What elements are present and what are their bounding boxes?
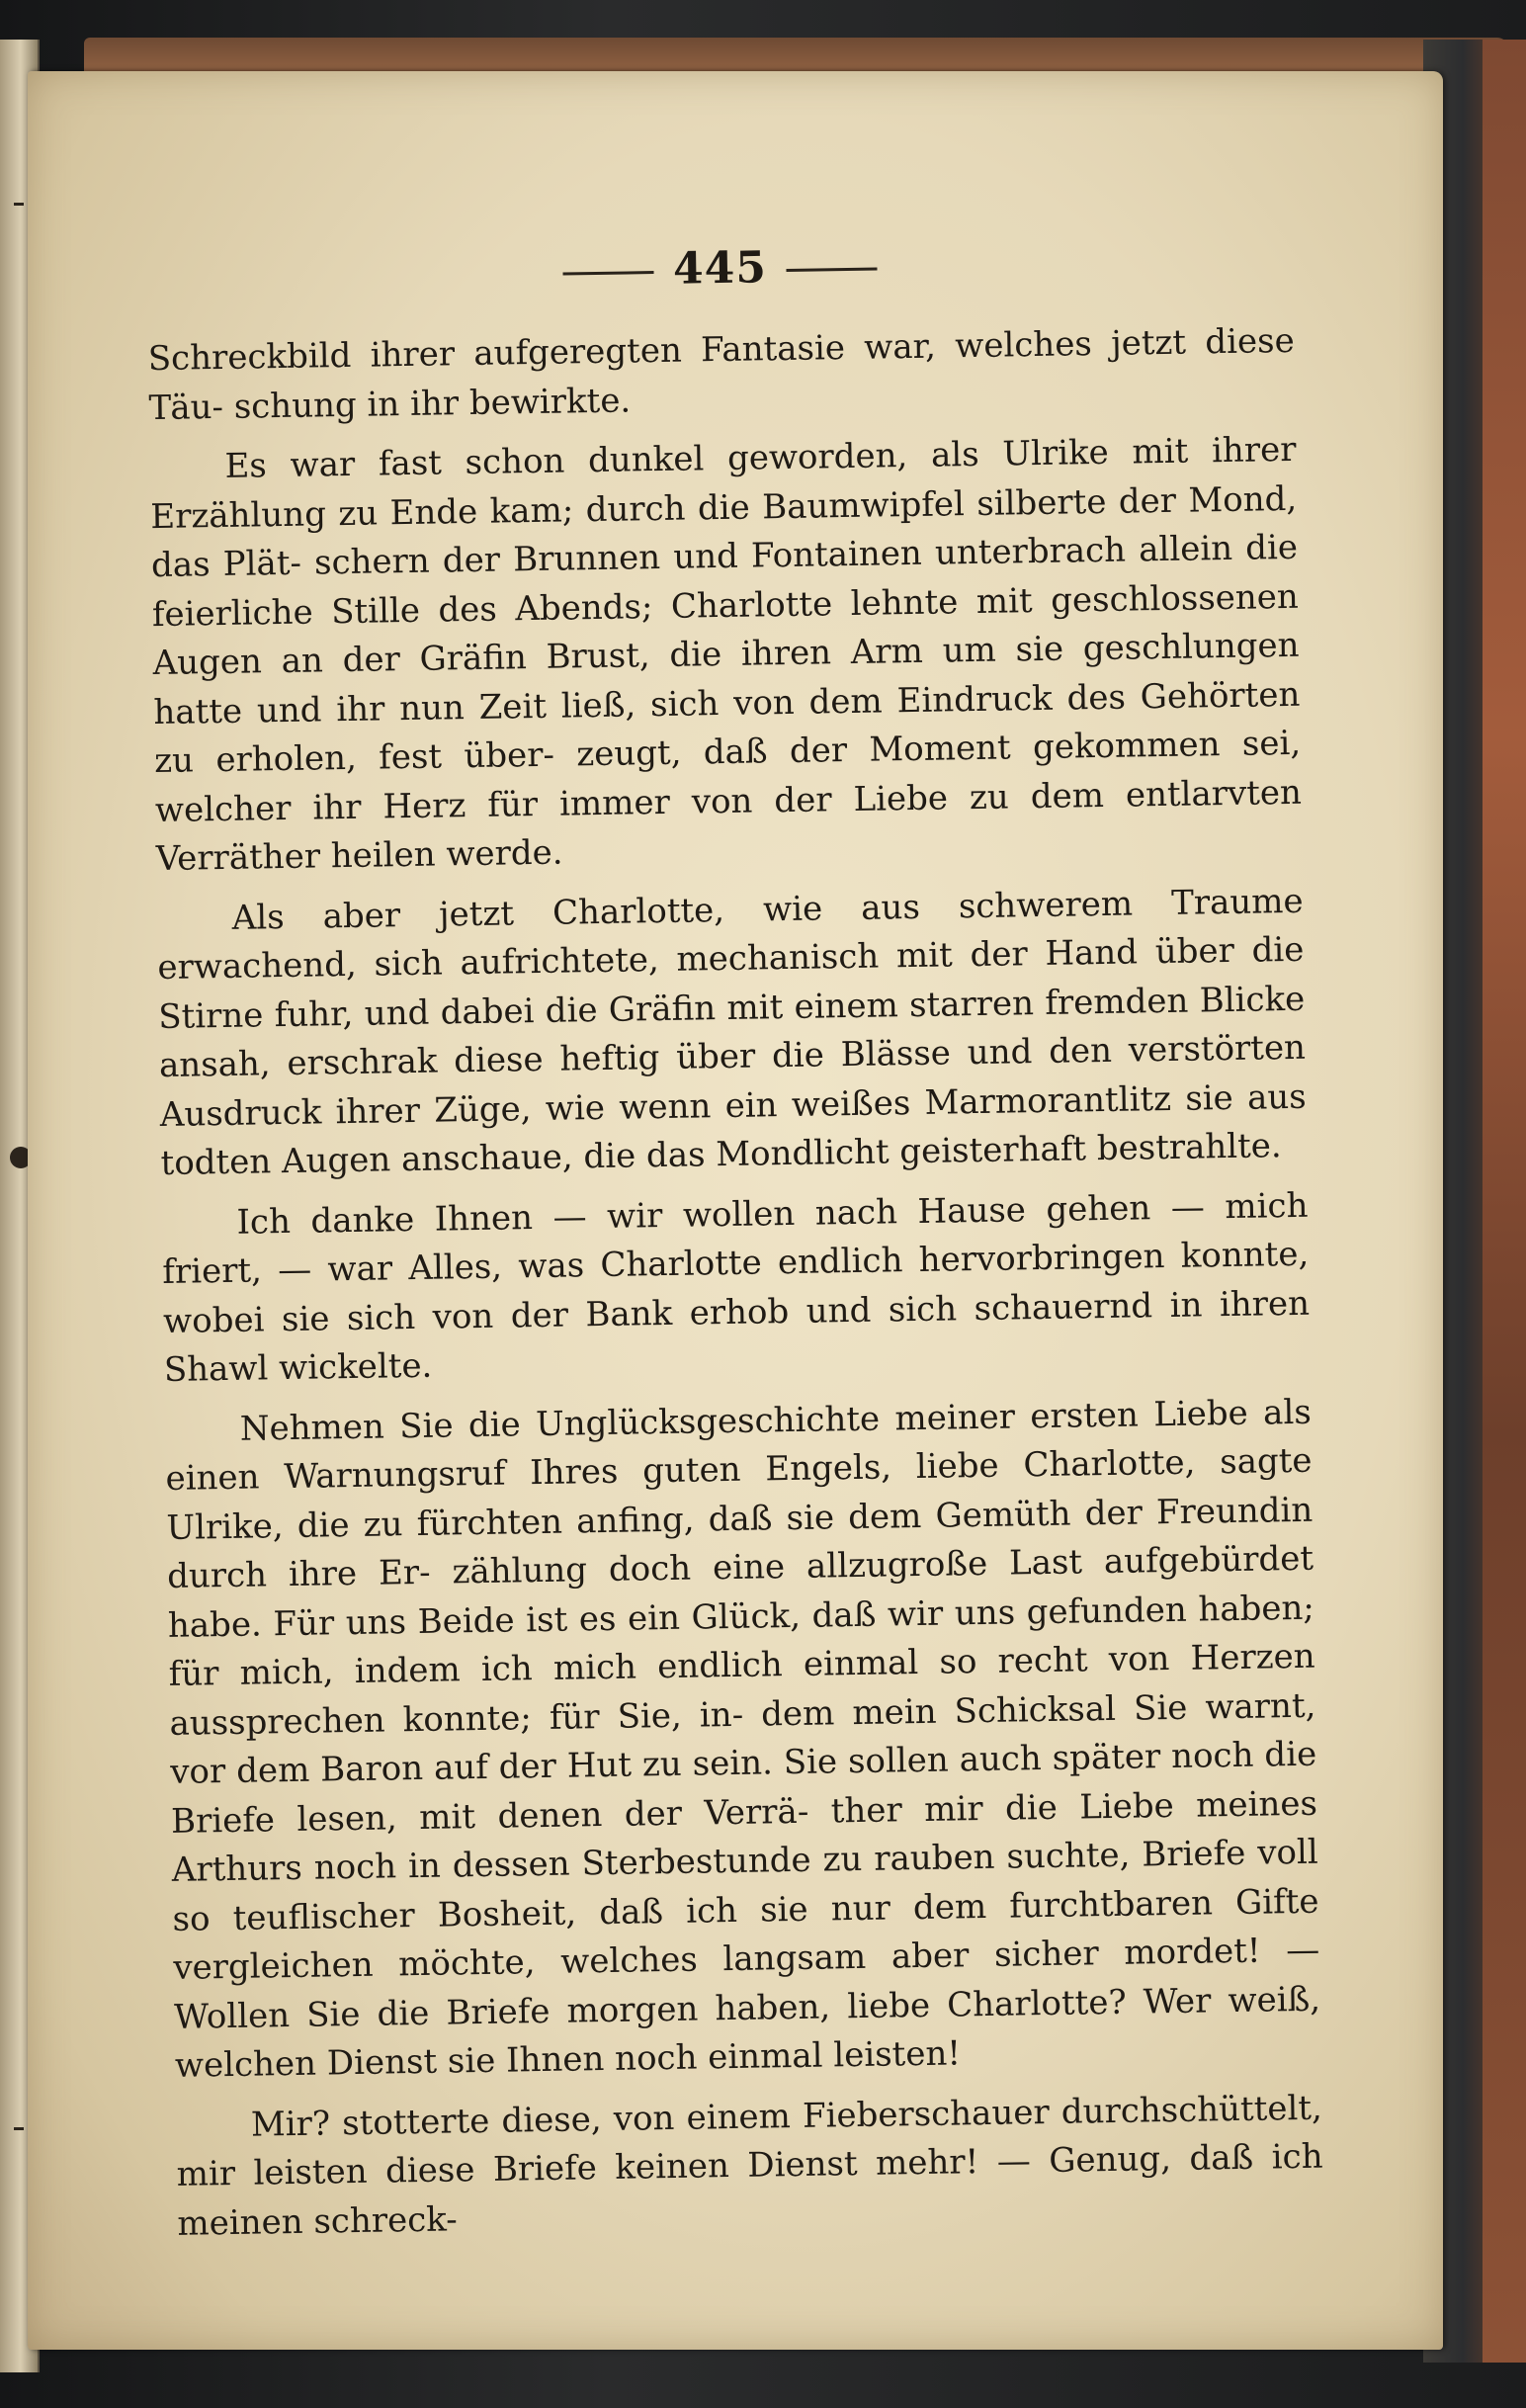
page-text-block <box>146 230 1324 2249</box>
paragraph: Schreckbild ihrer aufgeregten Fantasie war, welches jetzt diese Täu- schung in ihr bewirkte. <box>147 320 1296 428</box>
binding-tick-icon <box>14 2127 24 2130</box>
header-rule-right <box>787 267 878 271</box>
book-cover-leather <box>1483 40 1526 2363</box>
paragraph: Nehmen Sie die Unglücksgeschichte meiner ersten Liebe als einen Warnungsruf Ihres guten Engels, liebe Charlotte, sagte Ulrike, die zu fürchten anfing, daß sie dem Gemüth der Freundin durch ihre Er- zählung doch eine allzugroße Last aufgebürdet habe. Für uns Beide ist es ein Glück, daß wir uns gefunden haben; für mich, indem ich mich endlich einmal so recht von Herzen aussprechen konnte; für Sie, in- dem mein Schicksal Sie warnt, vor dem Baron auf der Hut zu sein. Sie sollen auch später noch die Briefe lesen, mit denen der Verrä- ther mir die Liebe meines Arthurs noch in dessen Sterbestunde zu rauben suchte, Briefe voll so teuflischer Bosheit, daß ich sie nur dem furchtbaren Gifte vergleichen möchte, welches langsam aber sicher mordet! — Wollen Sie die Briefe morgen haben, liebe Charlotte? Wer weiß, welchen Dienst sie Ihnen noch einmal leisten! <box>165 1392 1321 2086</box>
binding-tick-icon <box>14 203 24 206</box>
paragraph: Mir? stotterte diese, von einem Fieberschauer durchschüttelt, mir leisten diese Briefe keinen Dienst mehr! — Genug, daß ich meinen schreck- <box>176 2088 1323 2244</box>
book-page <box>28 71 1443 2350</box>
page-number: 445 <box>672 242 768 295</box>
paragraph: Es war fast schon dunkel geworden, als Ulrike mit ihrer Erzählung zu Ende kam; durch die Baumwipfel silberte der Mond, das Plät- schern der Brunnen und Fontainen unterbrach allein die feierliche Stille des Abends; Charlotte lehnte mit geschlossenen Augen an der Gräfin Brust, die ihren Arm um sie geschlungen hatte und ihr nun Zeit ließ, sich von dem Eindruck des Gehörten zu erholen, fest über- zeugt, daß der Moment gekommen sei, welcher ihr Herz für immer von der Liebe zu dem entlarvten Verräther heilen werde. <box>150 429 1303 880</box>
page-header <box>146 230 1294 307</box>
header-rule-left <box>562 271 653 275</box>
paragraph: Ich danke Ihnen — wir wollen nach Hause gehen — mich friert, — war Alles, was Charlotte endlich hervorbringen konnte, wobei sie sich von der Bank erhob und sich schauernd in ihren Shawl wickelte. <box>162 1185 1311 1390</box>
paragraph: Als aber jetzt Charlotte, wie aus schwerem Traume erwachend, sich aufrichtete, mechanisch mit der Hand über die Stirne fuhr, und dabei die Gräfin mit einem starren fremden Blicke ansah, erschrak diese heftig über die Blässe und den verstörten Ausdruck ihrer Züge, wie wenn ein weißes Marmorantlitz sie aus todten Augen anschaue, die das Mondlicht geisterhaft bestrahlte. <box>157 881 1308 1183</box>
